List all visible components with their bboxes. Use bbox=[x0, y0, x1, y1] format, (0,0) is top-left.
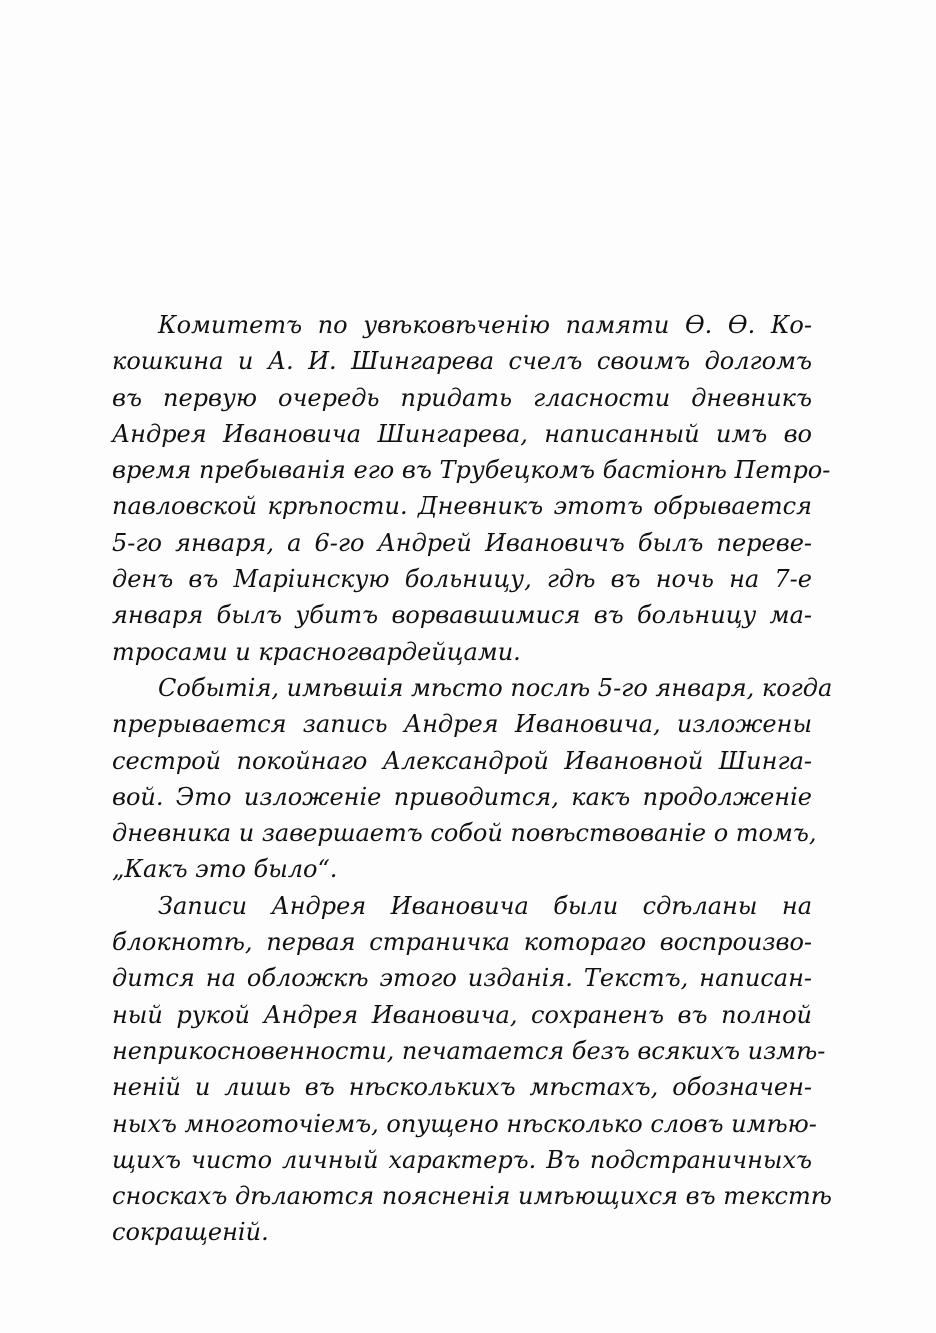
text-line: Комитетъ по увѣковѣченію памяти Ѳ. Ѳ. Ко- bbox=[158, 311, 812, 339]
text-line: блокнотѣ, первая страничка котораго воспроизво- bbox=[112, 928, 812, 957]
text-line: неприкосновенности, печатается безъ всякихъ измѣ- bbox=[112, 1036, 826, 1065]
text-line: Событія, имѣвшія мѣсто послѣ 5-го января, когда bbox=[158, 673, 833, 702]
text-line: Записи Андрея Ивановича были сдѣланы на bbox=[158, 891, 812, 920]
text-line: „Какъ это было“. bbox=[112, 855, 338, 884]
text-line: сокращеній. bbox=[112, 1218, 269, 1247]
text-line: въ первую очередь придать гласности дневникъ bbox=[112, 383, 812, 412]
text-line: 5-го января, а 6-го Андрей Ивановичъ былъ переве- bbox=[112, 528, 812, 557]
text-line: января былъ убитъ ворвавшимися въ больницу ма- bbox=[112, 601, 812, 630]
text-line: дится на обложкѣ этого изданія. Текстъ, написан- bbox=[112, 964, 812, 993]
text-line: прерывается запись Андрея Ивановича, изложены bbox=[112, 710, 812, 739]
text-line: сноскахъ дѣлаются поясненія имѣющихся въ текстѣ bbox=[112, 1182, 832, 1211]
text-line: денъ въ Маріинскую больницу, гдѣ въ ночь на 7-е bbox=[112, 565, 812, 594]
text-line: ныхъ многоточіемъ, опущено нѣсколько словъ имѣю- bbox=[112, 1109, 817, 1138]
text-line: дневника и завершаетъ собой повѣствованіе о томъ, bbox=[112, 819, 817, 848]
text-line: кошкина и А. И. Шингарева счелъ своимъ долгомъ bbox=[112, 347, 812, 376]
text-line: сестрой покойнаго Александрой Ивановной Шинга- bbox=[112, 746, 812, 775]
preface-text bbox=[112, 307, 833, 1251]
text-line: ный рукой Андрея Ивановича, сохраненъ въ полной bbox=[112, 1000, 812, 1029]
text-line: щихъ чисто личный характеръ. Въ подстраничныхъ bbox=[112, 1145, 812, 1174]
text-line: тросами и красногвардейцами. bbox=[112, 637, 521, 666]
text-line: время пребыванія его въ Трубецкомъ бастіонѣ Петро- bbox=[112, 456, 831, 485]
text-line: павловской крѣпости. Дневникъ этотъ обрывается bbox=[112, 492, 812, 521]
text-line: Андрея Ивановича Шингарева, написанный имъ во bbox=[112, 419, 812, 448]
text-line: неній и лишь въ нѣсколькихъ мѣстахъ, обозначен- bbox=[112, 1073, 812, 1102]
text-line: вой. Это изложеніе приводится, какъ продолженіе bbox=[112, 782, 812, 811]
